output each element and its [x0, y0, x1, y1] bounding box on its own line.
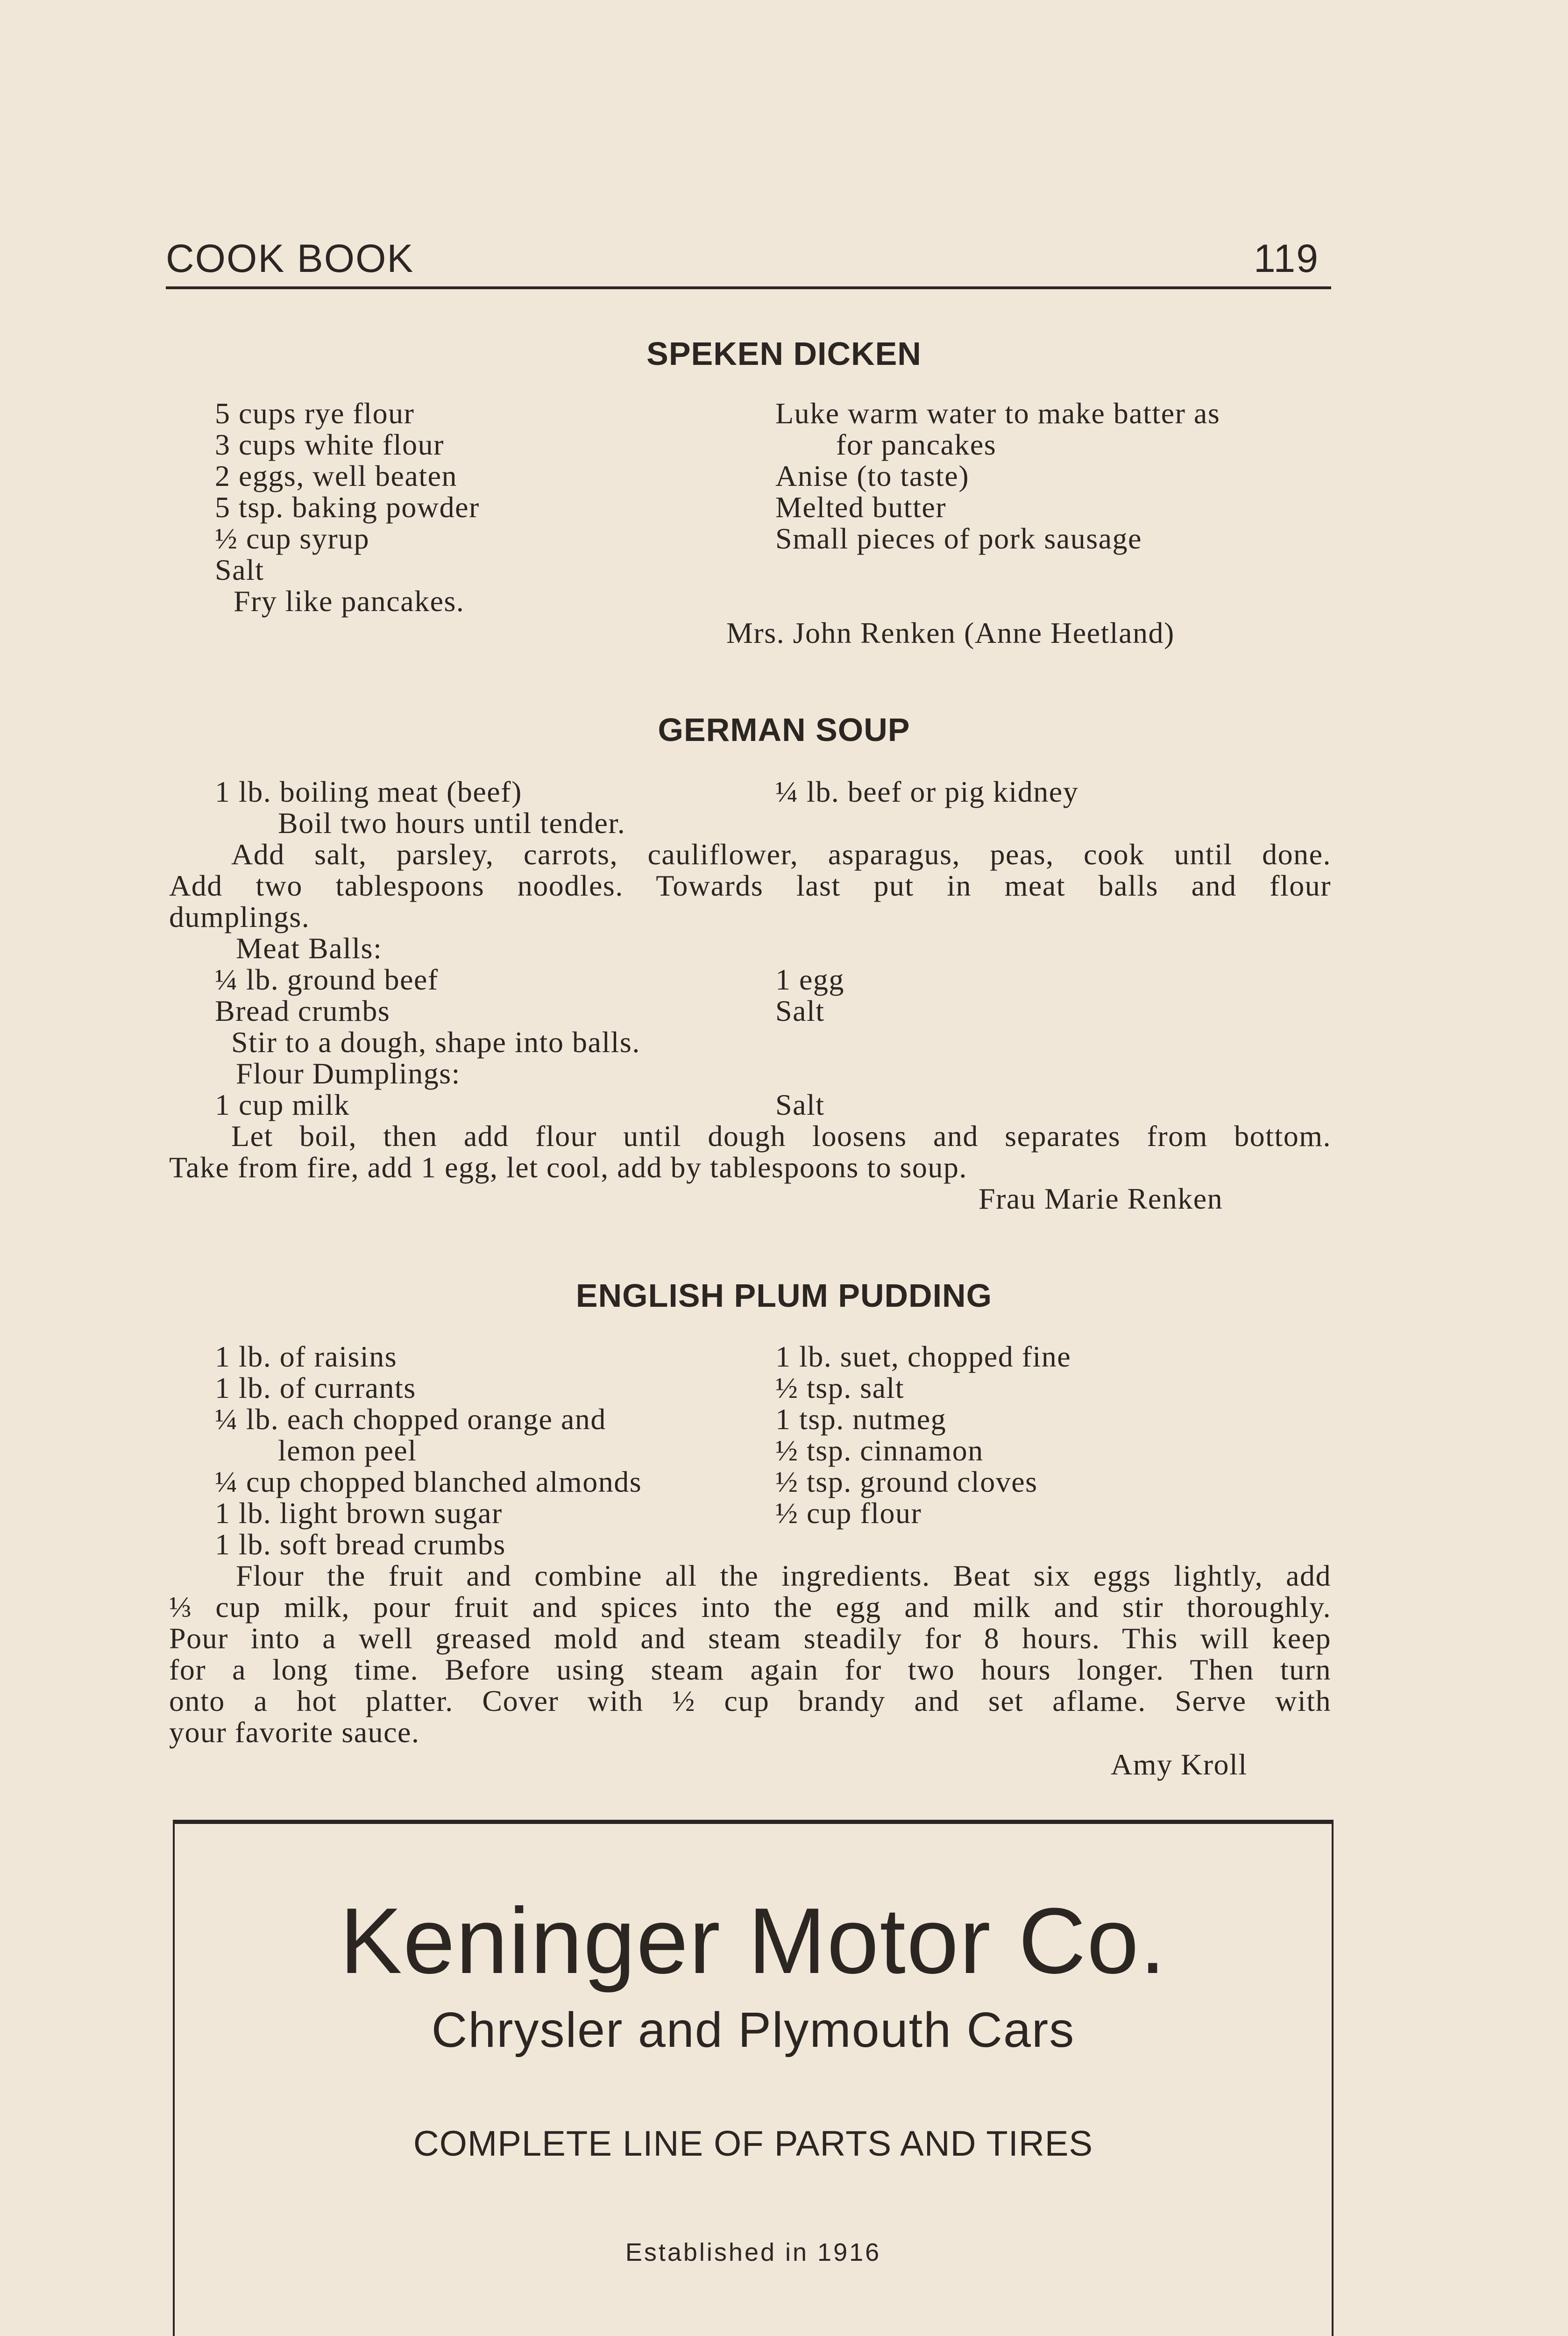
ingredient-line: ½ cup flour: [775, 1496, 922, 1530]
page-number: 119: [1254, 236, 1319, 280]
paragraph-line: Add two tablespoons noodles. Towards last put in meat balls and flour: [169, 869, 1331, 902]
ad-services: COMPLETE LINE OF PARTS AND TIRES: [413, 2124, 1093, 2164]
instruction: Fry like pancakes.: [234, 584, 465, 618]
paragraph-line: Take from fire, add 1 egg, let cool, add by tablespoons to soup.: [169, 1151, 967, 1184]
ad-tagline: Chrysler and Plymouth Cars: [431, 2002, 1075, 2058]
instruction: Boil two hours until tender.: [278, 806, 626, 840]
ingredient-line: ¼ cup chopped blanched almonds: [215, 1465, 642, 1498]
ingredient-line: 1 lb. of raisins: [215, 1340, 397, 1373]
ingredient-line: Melted butter: [775, 491, 947, 524]
ingredient-line: 3 cups white flour: [215, 428, 444, 461]
ingredient-line: Anise (to taste): [775, 459, 969, 492]
recipe-title: SPEKEN DICKEN: [646, 335, 922, 372]
paragraph-line: for a long time. Before using steam again for two hours longer. Then turn: [169, 1653, 1331, 1686]
subheading: Meat Balls:: [236, 932, 383, 965]
ingredient-line: Small pieces of pork sausage: [775, 522, 1142, 555]
recipe-author: Frau Marie Renken: [979, 1182, 1223, 1215]
ingredient-line: 1 tsp. nutmeg: [775, 1403, 947, 1436]
ingredient-line: ¼ lb. beef or pig kidney: [775, 775, 1079, 808]
advertisement: [173, 1820, 1334, 2336]
recipe-title: ENGLISH PLUM PUDDING: [575, 1277, 993, 1314]
paragraph-line: Flour the fruit and combine all the ingredients. Beat six eggs lightly, add: [236, 1559, 1331, 1592]
paragraph-line: onto a hot platter. Cover with ½ cup brandy and set aflame. Serve with: [169, 1684, 1331, 1717]
ingredient-line: ¼ lb. ground beef: [215, 963, 439, 996]
ingredient-line: for pancakes: [836, 428, 997, 461]
running-header: COOK BOOK: [166, 236, 414, 280]
ingredient-line: 5 tsp. baking powder: [215, 491, 480, 524]
ad-company-name: Keninger Motor Co.: [340, 1889, 1167, 1993]
ingredient-line: 1 lb. suet, chopped fine: [775, 1340, 1071, 1373]
ingredient-line: 5 cups rye flour: [215, 397, 415, 430]
ingredient-line: ½ tsp. cinnamon: [775, 1434, 984, 1467]
ingredient-line: ½ tsp. ground cloves: [775, 1465, 1038, 1498]
ingredient-line: ¼ lb. each chopped orange and: [215, 1403, 606, 1436]
paragraph-line: Add salt, parsley, carrots, cauliflower, asparagus, peas, cook until done.: [231, 838, 1331, 871]
ingredient-line: Bread crumbs: [215, 994, 390, 1027]
paragraph-line: your favorite sauce.: [169, 1716, 420, 1749]
instruction: Stir to a dough, shape into balls.: [231, 1026, 640, 1059]
ad-established: Established in 1916: [625, 2238, 881, 2266]
ingredient-line: 1 lb. soft bread crumbs: [215, 1528, 506, 1561]
header-rule: [166, 286, 1331, 289]
subheading: Flour Dumplings:: [236, 1057, 461, 1090]
paragraph-line: ⅓ cup milk, pour fruit and spices into the egg and milk and stir thoroughly.: [169, 1590, 1331, 1624]
ingredient-line: ½ tsp. salt: [775, 1371, 905, 1404]
ingredient-line: Salt: [775, 1088, 825, 1121]
ingredient-line: ½ cup syrup: [215, 522, 370, 555]
ingredient-line: 1 lb. light brown sugar: [215, 1496, 503, 1530]
paragraph-line: Let boil, then add flour until dough loosens and separates from bottom.: [231, 1119, 1331, 1153]
ingredient-line: Salt: [775, 994, 825, 1027]
paragraph-line: Pour into a well greased mold and steam steadily for 8 hours. This will keep: [169, 1622, 1331, 1655]
recipe-author: Mrs. John Renken (Anne Heetland): [726, 616, 1175, 649]
ingredient-line: 1 lb. of currants: [215, 1371, 416, 1404]
ingredient-line: 1 lb. boiling meat (beef): [215, 775, 522, 808]
ingredient-line: Salt: [215, 553, 264, 586]
recipe-author: Amy Kroll: [1111, 1748, 1248, 1781]
ingredient-line: 1 cup milk: [215, 1088, 350, 1121]
paragraph-line: dumplings.: [169, 900, 310, 933]
ingredient-line: 1 egg: [775, 963, 844, 996]
recipe-title: GERMAN SOUP: [658, 712, 910, 748]
ingredient-line: lemon peel: [278, 1434, 417, 1467]
ingredient-line: 2 eggs, well beaten: [215, 459, 457, 492]
ingredient-line: Luke warm water to make batter as: [775, 397, 1220, 430]
